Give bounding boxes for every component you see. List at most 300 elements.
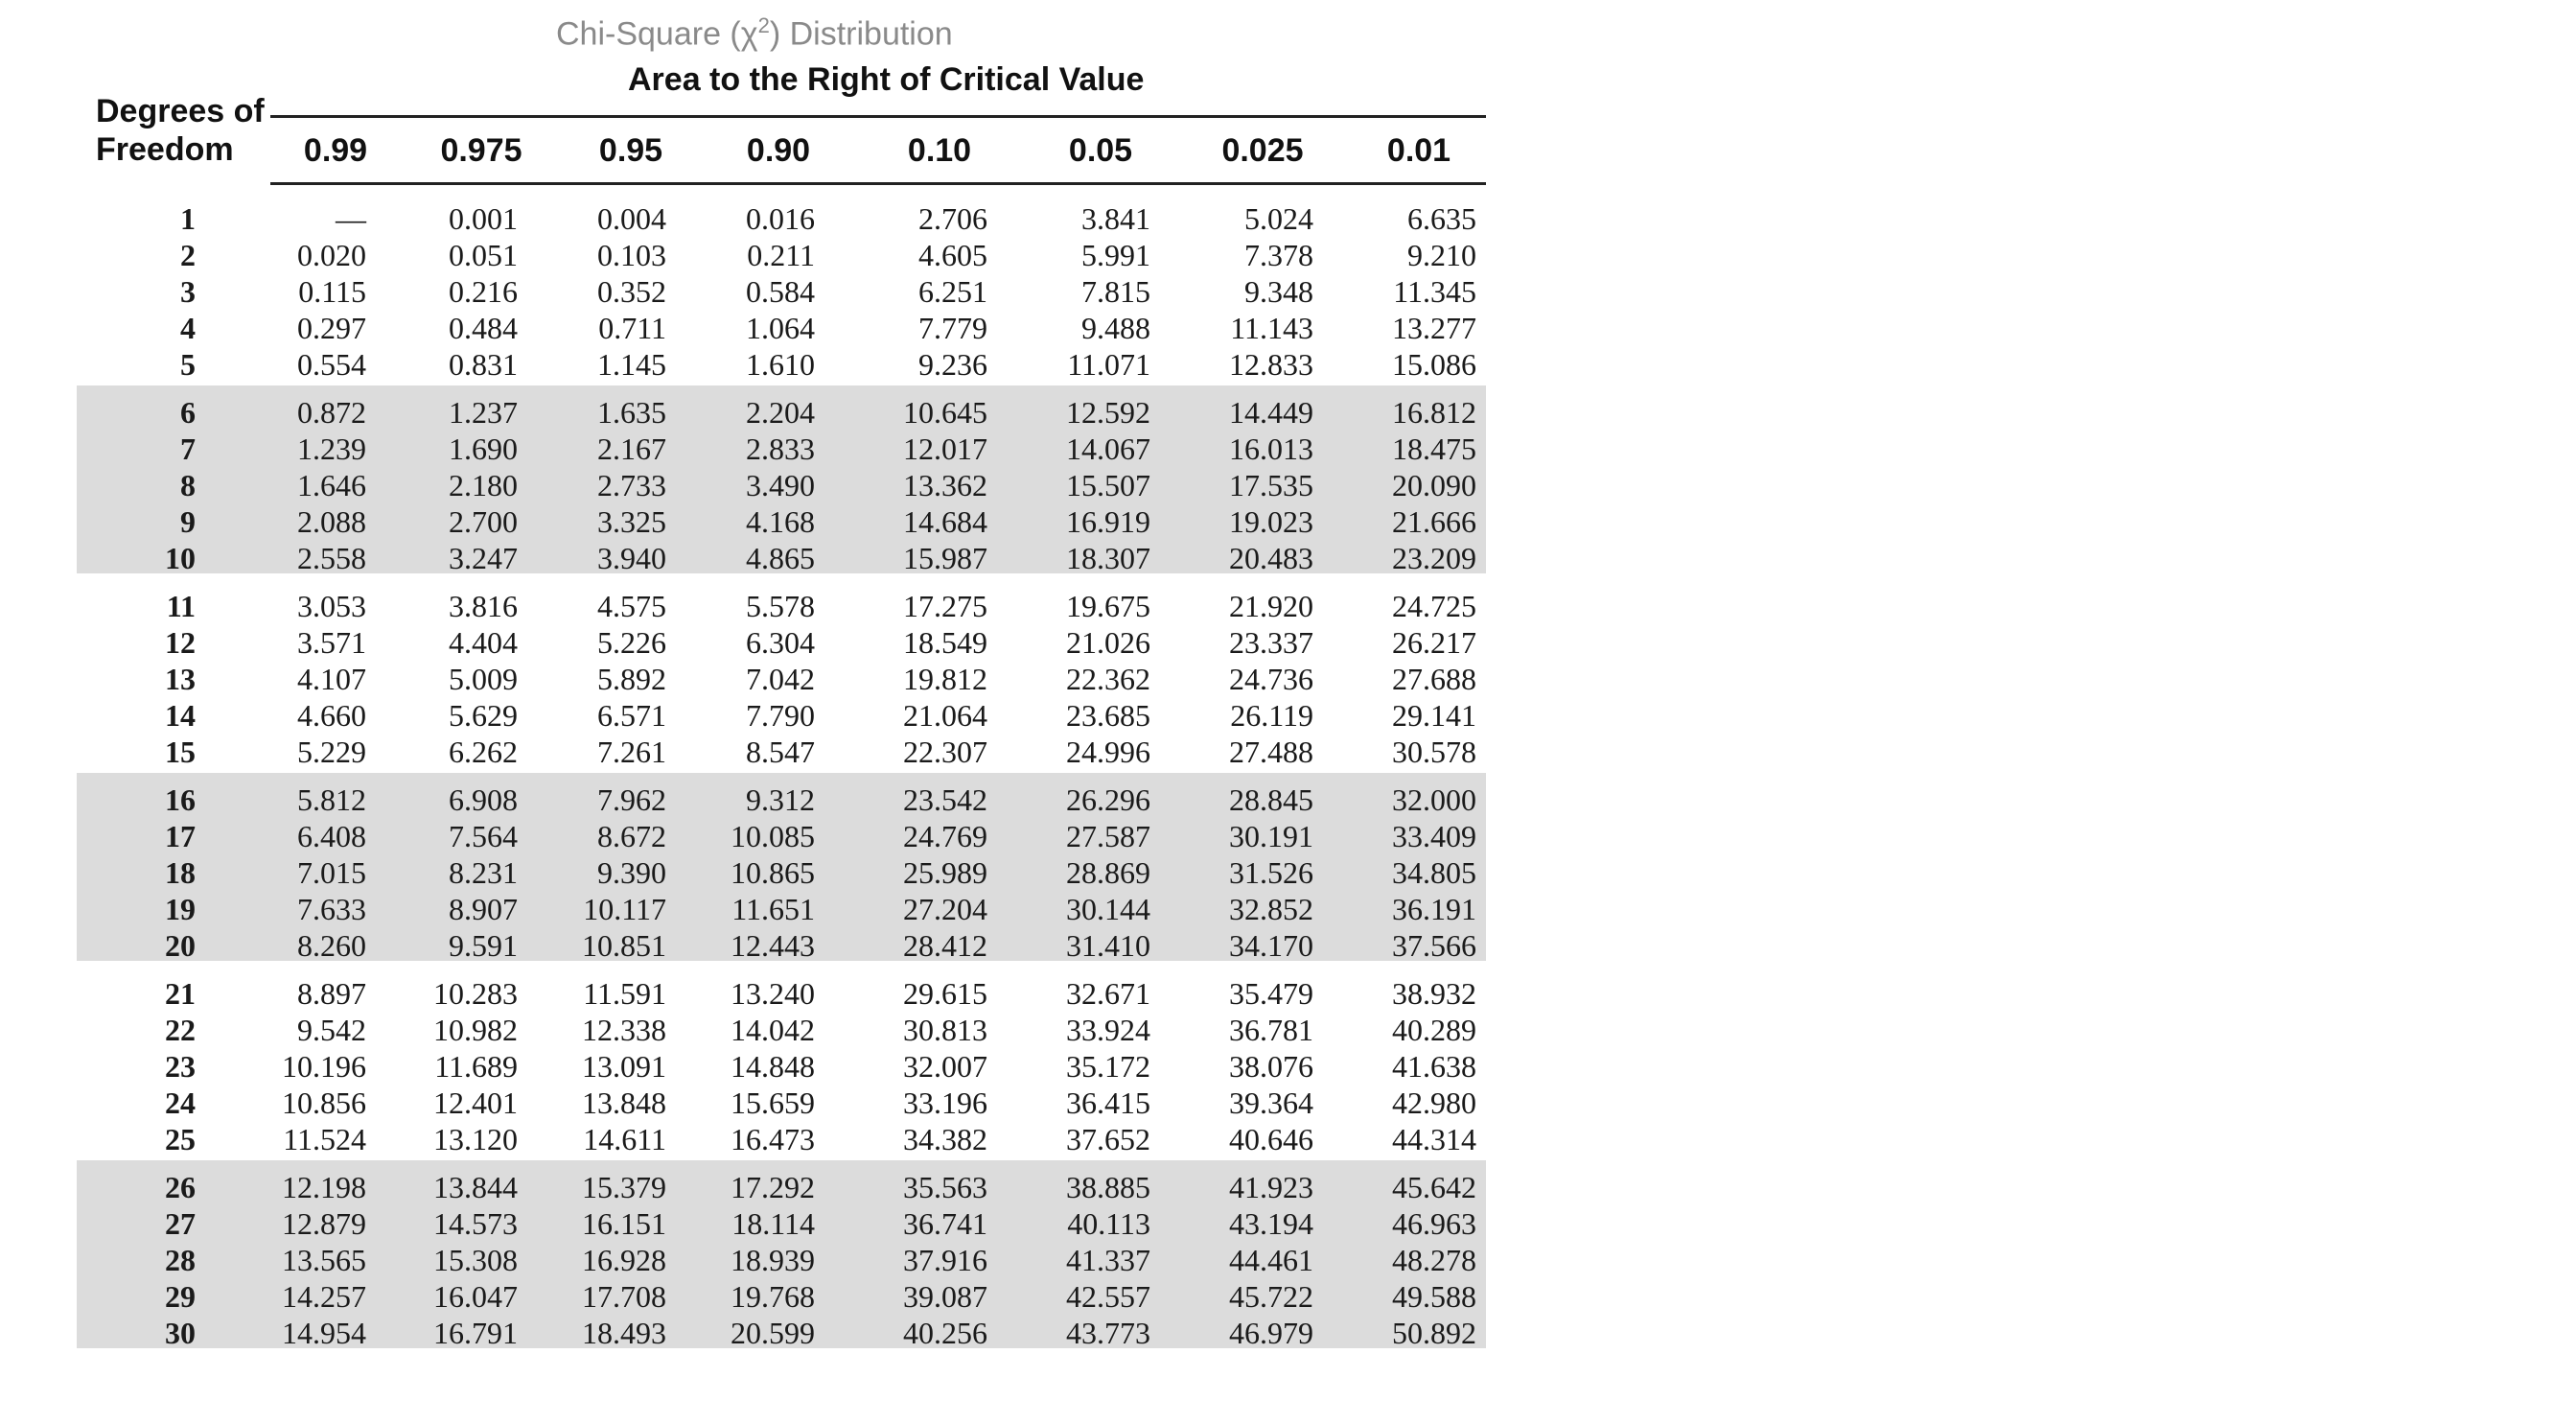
table-row [77,1278,1486,1315]
value-cell: 28.412 [903,928,987,963]
value-cell: 14.042 [731,1013,815,1047]
value-cell: 22.362 [1066,662,1150,696]
value-cell: 26.296 [1066,782,1150,817]
df-cell: 11 [166,589,196,623]
value-cell: 1.690 [449,432,518,466]
df-cell: 30 [165,1316,196,1350]
value-cell: 18.307 [1066,541,1150,575]
value-cell: 9.390 [597,855,666,890]
value-cell: 33.409 [1392,819,1476,853]
value-cell: 19.023 [1229,504,1313,539]
value-cell: 14.573 [433,1206,518,1241]
value-cell: 34.170 [1229,928,1313,963]
value-cell: 12.338 [582,1013,666,1047]
value-cell: 13.844 [433,1170,518,1204]
value-cell: 8.547 [746,735,815,769]
df-cell: 22 [165,1013,196,1047]
value-cell: 10.117 [583,892,666,926]
table-row [77,310,1486,346]
value-cell: 33.924 [1066,1013,1150,1047]
table-row [77,1048,1486,1085]
column-header: 0.01 [1386,132,1451,169]
value-cell: 12.443 [731,928,815,963]
df-cell: 16 [165,782,196,817]
table-row [77,661,1486,697]
value-cell: 2.558 [297,541,366,575]
value-cell: 23.209 [1392,541,1476,575]
value-cell: 45.722 [1229,1279,1313,1314]
value-cell: 19.675 [1066,589,1150,623]
table-body [77,192,1486,1354]
df-cell: 6 [180,395,196,430]
column-header: 0.10 [907,132,972,169]
row-group [77,192,1486,380]
value-cell: 46.963 [1392,1206,1476,1241]
row-group [77,385,1486,573]
value-cell: 0.004 [597,201,666,236]
value-cell: 16.919 [1066,504,1150,539]
value-cell: 10.982 [433,1013,518,1047]
value-cell: 35.563 [903,1170,987,1204]
value-cell: 5.629 [449,698,518,733]
df-cell: 23 [165,1049,196,1084]
table-row [77,697,1486,734]
column-header: 0.95 [598,132,663,169]
value-cell: 13.120 [433,1122,518,1156]
value-cell: 5.991 [1081,238,1150,272]
value-cell: 12.401 [433,1086,518,1120]
value-cell: 15.086 [1392,347,1476,382]
df-cell: 26 [165,1170,196,1204]
value-cell: 16.928 [582,1243,666,1277]
value-cell: 14.684 [903,504,987,539]
df-header-line1: Degrees of [96,93,265,129]
value-cell: 11.651 [731,892,815,926]
value-cell: 0.103 [597,238,666,272]
df-cell: 28 [165,1243,196,1277]
value-cell: 7.261 [597,735,666,769]
value-cell: 0.484 [449,311,518,345]
value-cell: 7.779 [918,311,987,345]
table-row [77,273,1486,310]
value-cell: 37.916 [903,1243,987,1277]
value-cell: 31.526 [1229,855,1313,890]
table-row [77,891,1486,927]
value-cell: 13.362 [903,468,987,502]
value-cell: 7.790 [746,698,815,733]
value-cell: 28.845 [1229,782,1313,817]
value-cell: 7.564 [449,819,518,853]
value-cell: 8.907 [449,892,518,926]
df-column-header [96,92,265,169]
value-cell: 5.229 [297,735,366,769]
table-row [77,818,1486,854]
value-cell: 46.979 [1229,1316,1313,1350]
value-cell: 37.566 [1392,928,1476,963]
df-cell: 2 [180,238,196,272]
df-cell: 20 [165,928,196,963]
value-cell: 2.706 [918,201,987,236]
value-cell: 12.833 [1229,347,1313,382]
table-row [77,734,1486,770]
value-cell: 21.026 [1066,625,1150,660]
value-cell: 2.180 [449,468,518,502]
value-cell: 14.067 [1066,432,1150,466]
value-cell: 14.954 [282,1316,366,1350]
table-row [77,200,1486,237]
row-group [77,579,1486,767]
header-rule-top [270,115,1486,118]
value-cell: 25.989 [903,855,987,890]
table-row [77,540,1486,576]
value-cell: 27.488 [1229,735,1313,769]
value-cell: 0.554 [297,347,366,382]
value-cell: 17.292 [731,1170,815,1204]
value-cell: 30.144 [1066,892,1150,926]
value-cell: 1.635 [597,395,666,430]
value-cell: 1.064 [746,311,815,345]
df-cell: 24 [165,1086,196,1120]
title-superscript: 2 [757,13,770,37]
value-cell: 18.114 [731,1206,815,1241]
value-cell: 5.812 [297,782,366,817]
value-cell: 50.892 [1392,1316,1476,1350]
value-cell: 0.211 [747,238,815,272]
table-row [77,346,1486,383]
row-group [77,967,1486,1155]
value-cell: 12.017 [903,432,987,466]
value-cell: 10.865 [731,855,815,890]
value-cell: 35.172 [1066,1049,1150,1084]
value-cell: 0.352 [597,274,666,309]
value-cell: 24.725 [1392,589,1476,623]
value-cell: 40.256 [903,1316,987,1350]
df-cell: 25 [165,1122,196,1156]
table-row [77,237,1486,273]
value-cell: 18.549 [903,625,987,660]
value-cell: 2.700 [449,504,518,539]
value-cell: 34.805 [1392,855,1476,890]
value-cell: 3.247 [449,541,518,575]
value-cell: 6.635 [1407,201,1476,236]
value-cell: 15.507 [1066,468,1150,502]
value-cell: 18.475 [1392,432,1476,466]
value-cell: 17.275 [903,589,987,623]
value-cell: 21.666 [1392,504,1476,539]
value-cell: 5.892 [597,662,666,696]
df-cell: 19 [165,892,196,926]
value-cell: 19.768 [731,1279,815,1314]
value-cell: 2.088 [297,504,366,539]
table-row [77,1205,1486,1242]
value-cell: 4.107 [297,662,366,696]
value-cell: 36.741 [903,1206,987,1241]
value-cell: 3.053 [297,589,366,623]
title-suffix: ) Distribution [769,15,953,53]
value-cell: 0.297 [297,311,366,345]
value-cell: 4.605 [918,238,987,272]
df-cell: 7 [180,432,196,466]
table-row [77,1012,1486,1048]
table-row [77,1169,1486,1205]
value-cell: 7.815 [1081,274,1150,309]
value-cell: 21.920 [1229,589,1313,623]
value-cell: 32.000 [1392,782,1476,817]
column-header: 0.975 [440,132,522,169]
df-cell: 27 [165,1206,196,1241]
df-cell: 13 [165,662,196,696]
table-row [77,1085,1486,1121]
value-cell: 39.364 [1229,1086,1313,1120]
df-cell: 15 [165,735,196,769]
value-cell: 1.145 [597,347,666,382]
value-cell: 10.856 [282,1086,366,1120]
value-cell: 3.571 [297,625,366,660]
value-cell: 45.642 [1392,1170,1476,1204]
table-row [77,1315,1486,1351]
row-group [77,773,1486,961]
value-cell: 9.210 [1407,238,1476,272]
value-cell: 8.672 [597,819,666,853]
value-cell: 42.557 [1066,1279,1150,1314]
value-cell: 7.015 [297,855,366,890]
value-cell: 7.378 [1244,238,1313,272]
value-cell: 39.087 [903,1279,987,1314]
value-cell: 17.708 [582,1279,666,1314]
value-cell: 7.962 [597,782,666,817]
value-cell: 15.659 [731,1086,815,1120]
value-cell: 32.852 [1229,892,1313,926]
value-cell: 9.348 [1244,274,1313,309]
value-cell: 7.042 [746,662,815,696]
df-cell: 8 [180,468,196,502]
value-cell: 6.251 [918,274,987,309]
table-row [77,782,1486,818]
value-cell: 24.996 [1066,735,1150,769]
value-cell: 36.191 [1392,892,1476,926]
df-cell: 9 [180,504,196,539]
value-cell: 28.869 [1066,855,1150,890]
value-cell: 29.141 [1392,698,1476,733]
value-cell: 11.689 [434,1049,518,1084]
value-cell: 14.848 [731,1049,815,1084]
column-header: 0.90 [746,132,811,169]
value-cell: 9.236 [918,347,987,382]
value-cell: 12.592 [1066,395,1150,430]
value-cell: 1.610 [746,347,815,382]
row-group [77,1160,1486,1348]
value-cell: 41.337 [1066,1243,1150,1277]
value-cell: 14.611 [583,1122,666,1156]
value-cell: 24.769 [903,819,987,853]
value-cell: 3.816 [449,589,518,623]
value-cell: 40.113 [1067,1206,1150,1241]
table-row [77,1242,1486,1278]
value-cell: 2.167 [597,432,666,466]
table-row [77,927,1486,964]
value-cell: 40.646 [1229,1122,1313,1156]
df-cell: 29 [165,1279,196,1314]
value-cell: 7.633 [297,892,366,926]
value-cell: 12.879 [282,1206,366,1241]
value-cell: 36.781 [1229,1013,1313,1047]
value-cell: 4.865 [746,541,815,575]
value-cell: 26.217 [1392,625,1476,660]
value-cell: 3.325 [597,504,666,539]
column-headers [270,132,1486,175]
column-header: 0.99 [303,132,368,169]
value-cell: 43.194 [1229,1206,1313,1241]
value-cell: 6.262 [449,735,518,769]
value-cell: 16.151 [582,1206,666,1241]
value-cell: 1.646 [297,468,366,502]
value-cell: 3.490 [746,468,815,502]
df-cell: 5 [180,347,196,382]
value-cell: 27.688 [1392,662,1476,696]
value-cell: 22.307 [903,735,987,769]
value-cell: 35.479 [1229,976,1313,1011]
value-cell: 32.671 [1066,976,1150,1011]
value-cell: 4.404 [449,625,518,660]
value-cell: 11.143 [1230,311,1313,345]
value-cell: 0.216 [449,274,518,309]
value-cell: 11.591 [583,976,666,1011]
value-cell: 10.085 [731,819,815,853]
value-cell: 41.638 [1392,1049,1476,1084]
value-cell: 38.076 [1229,1049,1313,1084]
table-title [556,13,953,53]
value-cell: 33.196 [903,1086,987,1120]
value-cell: 23.542 [903,782,987,817]
df-cell: 10 [165,541,196,575]
value-cell: 29.615 [903,976,987,1011]
value-cell: 24.736 [1229,662,1313,696]
value-cell: 0.051 [449,238,518,272]
value-cell: 49.588 [1392,1279,1476,1314]
value-cell: 23.337 [1229,625,1313,660]
value-cell: 16.791 [433,1316,518,1350]
title-prefix: Chi-Square (χ [556,15,758,53]
value-cell: 19.812 [903,662,987,696]
value-cell: 42.980 [1392,1086,1476,1120]
value-cell: 13.240 [731,976,815,1011]
table-row [77,503,1486,540]
value-cell: 0.115 [298,274,366,309]
value-cell: 2.204 [746,395,815,430]
value-cell: 48.278 [1392,1243,1476,1277]
value-cell: 4.660 [297,698,366,733]
value-cell: 8.231 [449,855,518,890]
value-cell: 10.196 [282,1049,366,1084]
df-cell: 18 [165,855,196,890]
value-cell: 6.571 [597,698,666,733]
value-cell: 30.191 [1229,819,1313,853]
table-row [77,467,1486,503]
value-cell: 11.345 [1393,274,1476,309]
value-cell: 16.812 [1392,395,1476,430]
df-cell: 3 [180,274,196,309]
df-cell: 1 [180,201,196,236]
value-cell: 1.239 [297,432,366,466]
value-cell: 13.565 [282,1243,366,1277]
value-cell: 4.575 [597,589,666,623]
value-cell: 21.064 [903,698,987,733]
value-cell: 38.932 [1392,976,1476,1011]
value-cell: 15.987 [903,541,987,575]
value-cell: 2.733 [597,468,666,502]
value-cell: 13.091 [582,1049,666,1084]
value-cell: 36.415 [1066,1086,1150,1120]
value-cell: 9.312 [746,782,815,817]
value-cell: 2.833 [746,432,815,466]
df-cell: 21 [165,976,196,1011]
value-cell: 27.204 [903,892,987,926]
value-cell: 30.813 [903,1013,987,1047]
value-cell: 23.685 [1066,698,1150,733]
column-header: 0.05 [1068,132,1133,169]
value-cell: 16.473 [731,1122,815,1156]
value-cell: 14.449 [1229,395,1313,430]
value-cell: 5.226 [597,625,666,660]
value-cell: 8.260 [297,928,366,963]
value-cell: 20.599 [731,1316,815,1350]
value-cell: 34.382 [903,1122,987,1156]
value-cell: 18.493 [582,1316,666,1350]
value-cell: 0.001 [449,201,518,236]
value-cell: 11.524 [283,1122,366,1156]
value-cell: 18.939 [731,1243,815,1277]
value-cell: 9.591 [449,928,518,963]
df-cell: 17 [165,819,196,853]
value-cell: 13.848 [582,1086,666,1120]
value-cell: 16.013 [1229,432,1313,466]
value-cell: 30.578 [1392,735,1476,769]
value-cell: 0.020 [297,238,366,272]
value-cell: 11.071 [1067,347,1150,382]
value-cell: 41.923 [1229,1170,1313,1204]
value-cell: 20.090 [1392,468,1476,502]
value-cell: — [336,201,366,236]
value-cell: 15.308 [433,1243,518,1277]
value-cell: 15.379 [582,1170,666,1204]
value-cell: 44.314 [1392,1122,1476,1156]
value-cell: 5.009 [449,662,518,696]
value-cell: 40.289 [1392,1013,1476,1047]
df-cell: 14 [165,698,196,733]
value-cell: 1.237 [449,395,518,430]
value-cell: 43.773 [1066,1316,1150,1350]
df-header-line2: Freedom [96,131,234,168]
value-cell: 0.831 [449,347,518,382]
value-cell: 8.897 [297,976,366,1011]
value-cell: 12.198 [282,1170,366,1204]
value-cell: 31.410 [1066,928,1150,963]
header-rule-bottom [270,182,1486,185]
value-cell: 3.841 [1081,201,1150,236]
value-cell: 16.047 [433,1279,518,1314]
table-row [77,854,1486,891]
value-cell: 10.645 [903,395,987,430]
table-row [77,431,1486,467]
table-row [77,1121,1486,1157]
table-row [77,624,1486,661]
value-cell: 5.024 [1244,201,1313,236]
value-cell: 6.408 [297,819,366,853]
value-cell: 0.711 [598,311,666,345]
value-cell: 5.578 [746,589,815,623]
value-cell: 26.119 [1230,698,1313,733]
table-subtitle: Area to the Right of Critical Value [628,61,1145,98]
